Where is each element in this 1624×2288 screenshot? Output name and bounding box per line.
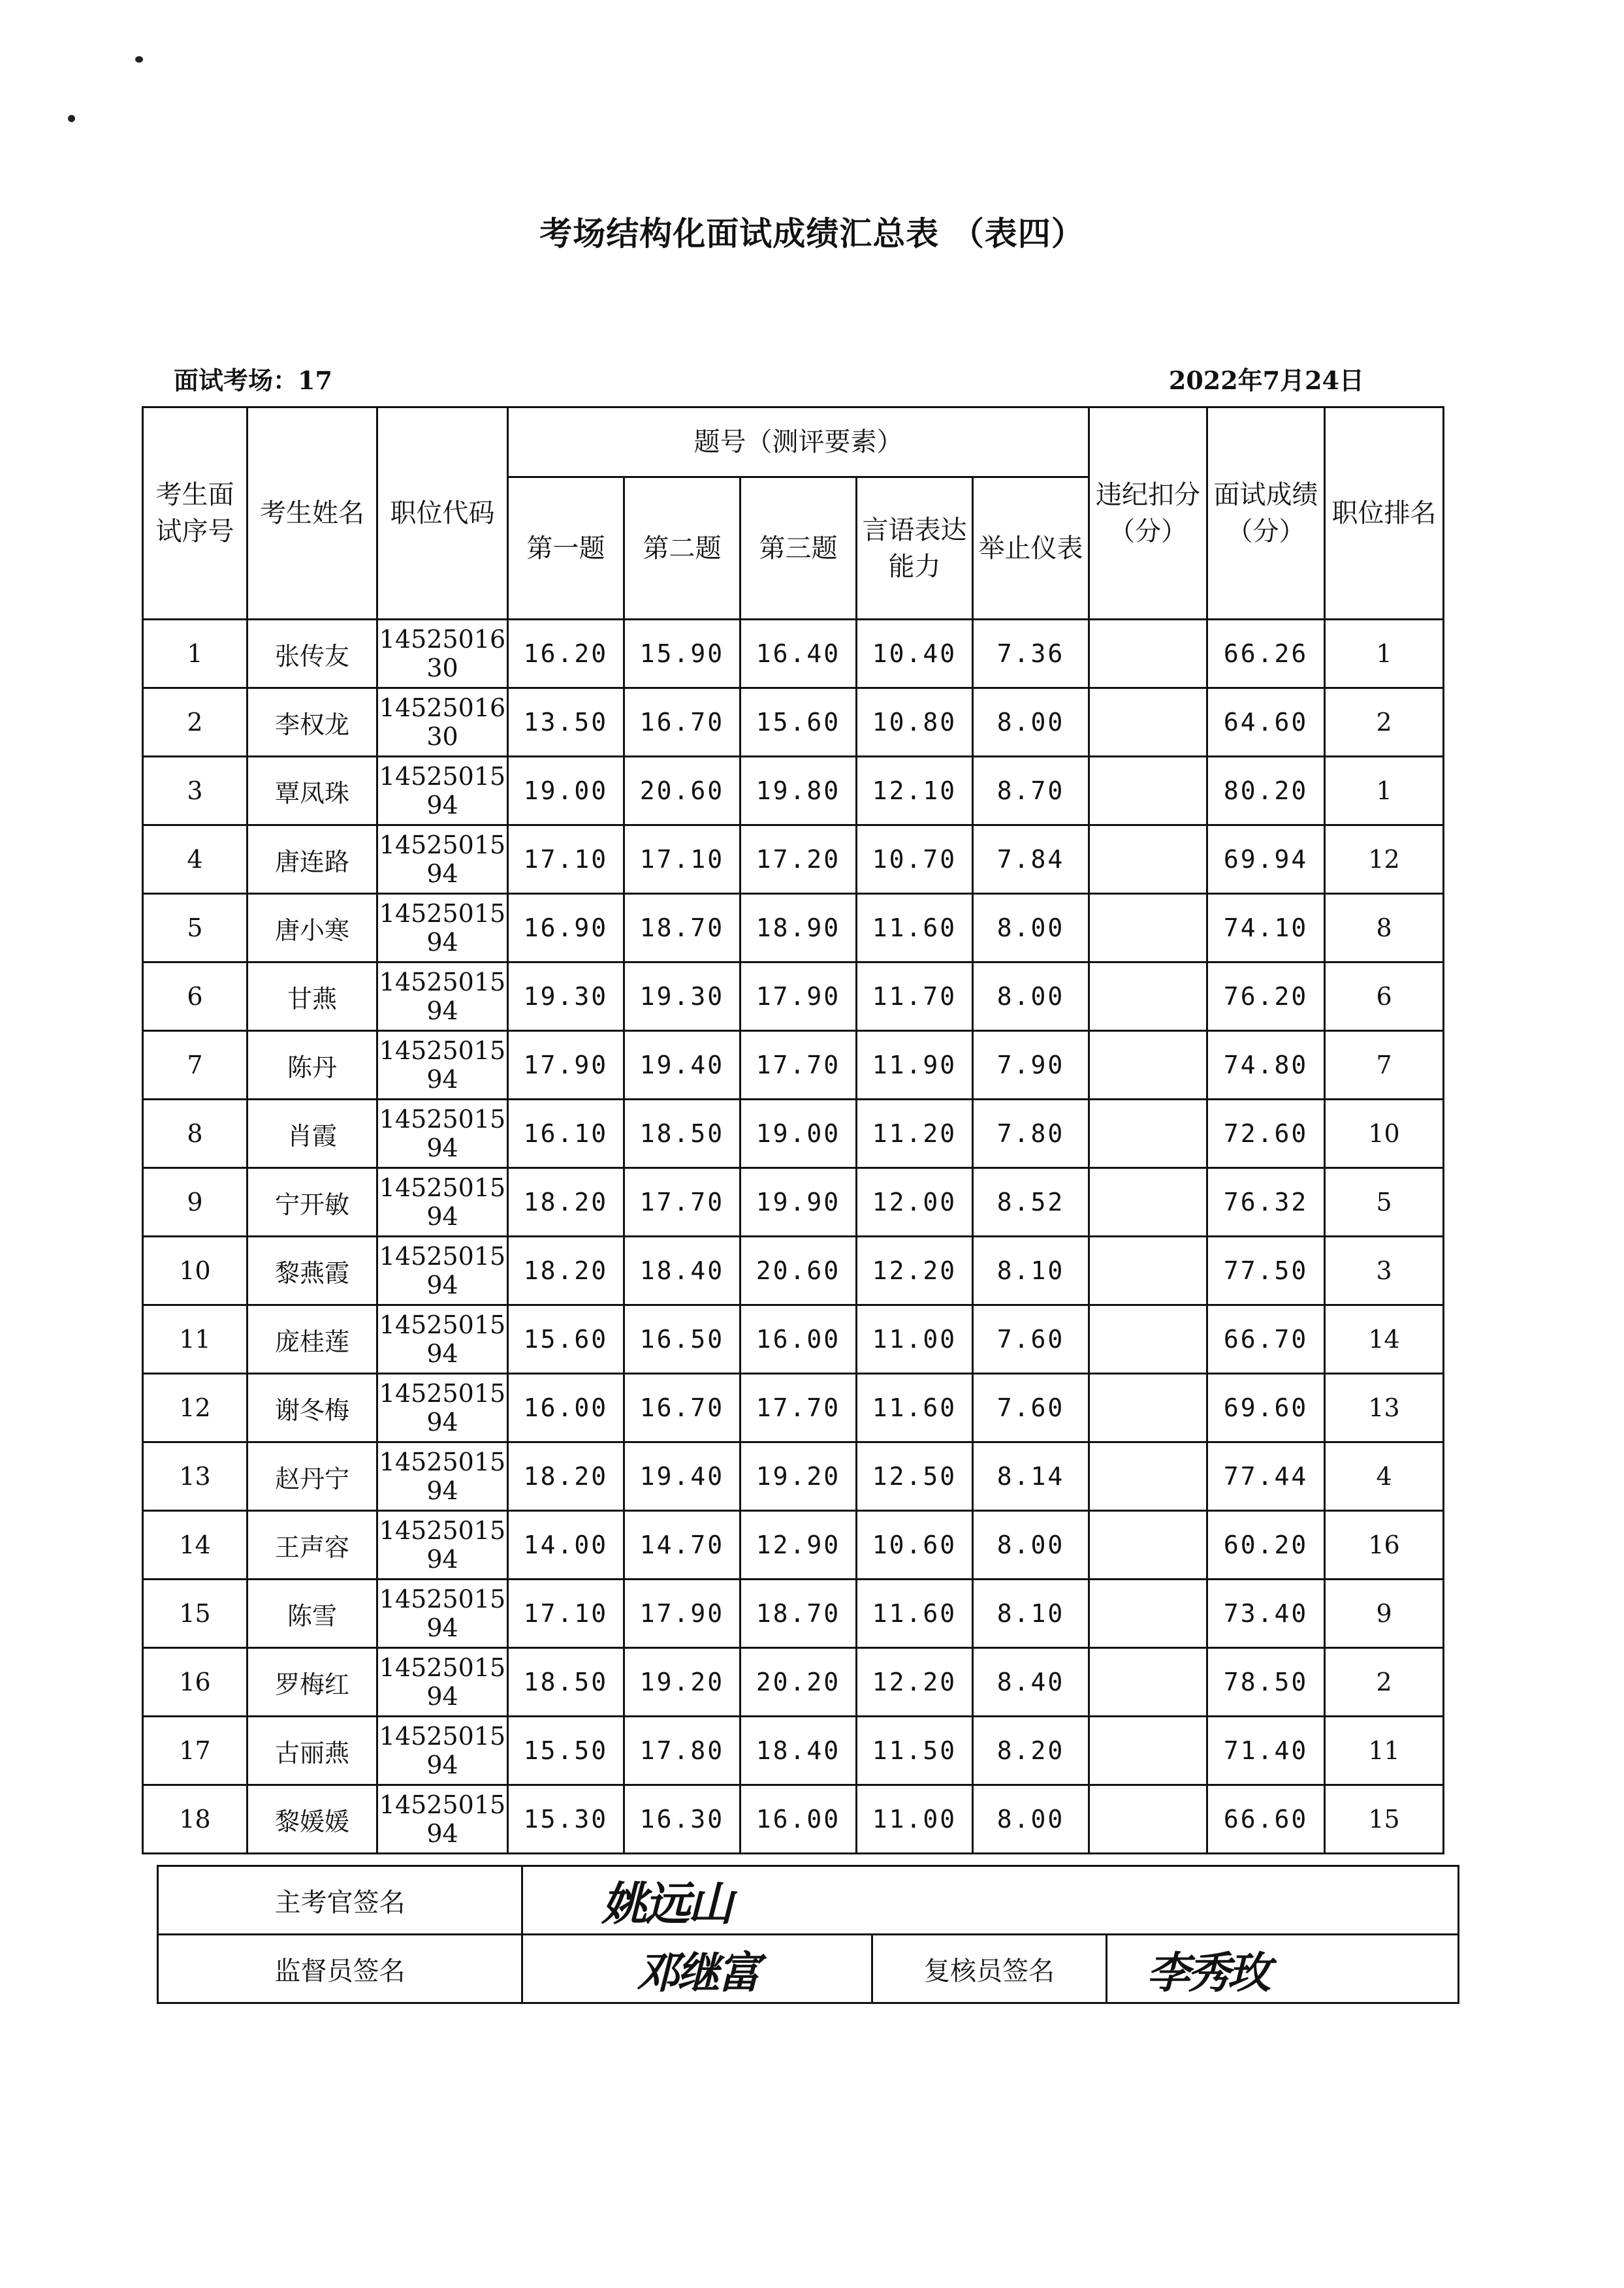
- cell-name: 王声容: [247, 1511, 377, 1580]
- cell-name: 陈丹: [247, 1031, 377, 1100]
- cell-seq: 8: [143, 1100, 247, 1168]
- cell-violation: [1089, 1374, 1207, 1442]
- cell-rank: 1: [1325, 757, 1444, 825]
- cell-manner: 8.00: [973, 1785, 1089, 1854]
- cell-speech: 11.90: [857, 1031, 973, 1100]
- cell-q2: 19.40: [624, 1442, 740, 1511]
- cell-seq: 5: [143, 894, 247, 962]
- cell-code: 14525015 94: [377, 1648, 508, 1717]
- cell-violation: [1089, 1168, 1207, 1237]
- cell-code: 14525015 94: [377, 1374, 508, 1442]
- table-row: [143, 1374, 1444, 1442]
- header-speech: 言语表达能力: [857, 477, 973, 620]
- cell-q2: 17.90: [624, 1580, 740, 1648]
- cell-q1: 16.00: [508, 1374, 624, 1442]
- cell-rank: 16: [1325, 1511, 1444, 1580]
- cell-violation: [1089, 962, 1207, 1031]
- cell-q1: 18.20: [508, 1237, 624, 1305]
- cell-q1: 13.50: [508, 688, 624, 757]
- cell-score: 69.60: [1207, 1374, 1325, 1442]
- cell-code: 14525015 94: [377, 1785, 508, 1854]
- cell-q2: 16.70: [624, 1374, 740, 1442]
- header-question-group: 题号（测评要素）: [508, 407, 1089, 477]
- cell-q2: 16.50: [624, 1305, 740, 1374]
- cell-score: 80.20: [1207, 757, 1325, 825]
- reviewer-signature-text: 李秀玫: [1147, 1947, 1268, 1998]
- cell-q1: 18.50: [508, 1648, 624, 1717]
- scan-speck: [68, 115, 75, 122]
- cell-name: 宁开敏: [247, 1168, 377, 1237]
- cell-score: 71.40: [1207, 1717, 1325, 1785]
- cell-seq: 7: [143, 1031, 247, 1100]
- cell-q3: 18.70: [740, 1580, 857, 1648]
- cell-score: 66.60: [1207, 1785, 1325, 1854]
- cell-manner: 7.36: [973, 620, 1089, 688]
- cell-seq: 18: [143, 1785, 247, 1854]
- cell-code: 14525015 94: [377, 894, 508, 962]
- cell-violation: [1089, 1580, 1207, 1648]
- header-manner: 举止仪表: [973, 477, 1089, 620]
- cell-name: 黎媛媛: [247, 1785, 377, 1854]
- cell-speech: 12.00: [857, 1168, 973, 1237]
- cell-q2: 18.50: [624, 1100, 740, 1168]
- score-table-body: [143, 620, 1444, 1854]
- cell-name: 古丽燕: [247, 1717, 377, 1785]
- cell-name: 罗梅红: [247, 1648, 377, 1717]
- cell-violation: [1089, 1305, 1207, 1374]
- cell-score: 74.10: [1207, 894, 1325, 962]
- cell-q1: 16.20: [508, 620, 624, 688]
- cell-name: 李权龙: [247, 688, 377, 757]
- reviewer-signature: [1107, 1935, 1459, 2003]
- cell-code: 14525015 94: [377, 825, 508, 894]
- cell-rank: 8: [1325, 894, 1444, 962]
- cell-q2: 17.80: [624, 1717, 740, 1785]
- table-row: [143, 1511, 1444, 1580]
- cell-seq: 10: [143, 1237, 247, 1305]
- cell-seq: 14: [143, 1511, 247, 1580]
- cell-rank: 10: [1325, 1100, 1444, 1168]
- cell-manner: 8.00: [973, 962, 1089, 1031]
- cell-seq: 2: [143, 688, 247, 757]
- cell-q1: 18.20: [508, 1168, 624, 1237]
- cell-q3: 17.20: [740, 825, 857, 894]
- cell-speech: 11.50: [857, 1717, 973, 1785]
- cell-score: 77.44: [1207, 1442, 1325, 1511]
- cell-score: 78.50: [1207, 1648, 1325, 1717]
- cell-code: 14525015 94: [377, 962, 508, 1031]
- exam-venue: 面试考场：17: [174, 366, 332, 395]
- cell-rank: 13: [1325, 1374, 1444, 1442]
- cell-name: 庞桂莲: [247, 1305, 377, 1374]
- cell-speech: 10.40: [857, 620, 973, 688]
- cell-violation: [1089, 1031, 1207, 1100]
- cell-violation: [1089, 1237, 1207, 1305]
- cell-violation: [1089, 1442, 1207, 1511]
- cell-name: 甘燕: [247, 962, 377, 1031]
- cell-speech: 11.60: [857, 1374, 973, 1442]
- cell-speech: 10.60: [857, 1511, 973, 1580]
- cell-score: 73.40: [1207, 1580, 1325, 1648]
- cell-manner: 8.52: [973, 1168, 1089, 1237]
- cell-manner: 8.00: [973, 894, 1089, 962]
- cell-manner: 8.20: [973, 1717, 1089, 1785]
- cell-speech: 11.60: [857, 894, 973, 962]
- cell-rank: 3: [1325, 1237, 1444, 1305]
- cell-q2: 18.40: [624, 1237, 740, 1305]
- cell-seq: 15: [143, 1580, 247, 1648]
- cell-rank: 11: [1325, 1717, 1444, 1785]
- cell-q3: 19.80: [740, 757, 857, 825]
- cell-manner: 8.10: [973, 1580, 1089, 1648]
- cell-q3: 19.90: [740, 1168, 857, 1237]
- cell-violation: [1089, 1511, 1207, 1580]
- supervisor-signature: [522, 1935, 872, 2003]
- document-title: 考场结构化面试成绩汇总表 （表四）: [539, 214, 1085, 253]
- cell-code: 14525015 94: [377, 1717, 508, 1785]
- cell-q1: 19.30: [508, 962, 624, 1031]
- cell-code: 14525015 94: [377, 1511, 508, 1580]
- cell-score: 60.20: [1207, 1511, 1325, 1580]
- cell-seq: 9: [143, 1168, 247, 1237]
- cell-speech: 12.50: [857, 1442, 973, 1511]
- cell-seq: 11: [143, 1305, 247, 1374]
- score-table: [142, 406, 1444, 1854]
- cell-speech: 11.00: [857, 1305, 973, 1374]
- cell-manner: 8.00: [973, 1511, 1089, 1580]
- cell-manner: 8.70: [973, 757, 1089, 825]
- cell-code: 14525015 94: [377, 1305, 508, 1374]
- cell-code: 14525015 94: [377, 1237, 508, 1305]
- cell-q3: 17.90: [740, 962, 857, 1031]
- header-rank: 职位排名: [1325, 407, 1444, 620]
- cell-q3: 16.00: [740, 1305, 857, 1374]
- cell-manner: 7.90: [973, 1031, 1089, 1100]
- cell-code: 14525015 94: [377, 1168, 508, 1237]
- cell-q3: 18.40: [740, 1717, 857, 1785]
- header-name: 考生姓名: [247, 407, 377, 620]
- cell-q1: 17.90: [508, 1031, 624, 1100]
- table-row: [143, 688, 1444, 757]
- supervisor-signature-text: 邓继富: [636, 1947, 758, 1998]
- cell-rank: 2: [1325, 1648, 1444, 1717]
- cell-q2: 14.70: [624, 1511, 740, 1580]
- cell-violation: [1089, 1717, 1207, 1785]
- cell-q3: 19.00: [740, 1100, 857, 1168]
- cell-q1: 18.20: [508, 1442, 624, 1511]
- cell-rank: 2: [1325, 688, 1444, 757]
- cell-q1: 16.90: [508, 894, 624, 962]
- cell-q1: 14.00: [508, 1511, 624, 1580]
- cell-seq: 1: [143, 620, 247, 688]
- cell-q1: 16.10: [508, 1100, 624, 1168]
- cell-q3: 17.70: [740, 1374, 857, 1442]
- cell-manner: 7.80: [973, 1100, 1089, 1168]
- cell-speech: 11.60: [857, 1580, 973, 1648]
- cell-seq: 13: [143, 1442, 247, 1511]
- cell-q1: 15.50: [508, 1717, 624, 1785]
- cell-violation: [1089, 1648, 1207, 1717]
- cell-code: 14525015 94: [377, 1442, 508, 1511]
- cell-rank: 4: [1325, 1442, 1444, 1511]
- cell-code: 14525016 30: [377, 620, 508, 688]
- cell-seq: 6: [143, 962, 247, 1031]
- cell-speech: 12.10: [857, 757, 973, 825]
- cell-q3: 19.20: [740, 1442, 857, 1511]
- table-row: [143, 620, 1444, 688]
- table-row: [143, 757, 1444, 825]
- cell-violation: [1089, 1785, 1207, 1854]
- cell-speech: 10.80: [857, 688, 973, 757]
- table-row: [143, 825, 1444, 894]
- cell-q2: 18.70: [624, 894, 740, 962]
- cell-score: 77.50: [1207, 1237, 1325, 1305]
- cell-seq: 16: [143, 1648, 247, 1717]
- cell-violation: [1089, 894, 1207, 962]
- cell-score: 66.26: [1207, 620, 1325, 688]
- cell-code: 14525015 94: [377, 1580, 508, 1648]
- cell-violation: [1089, 1100, 1207, 1168]
- cell-seq: 17: [143, 1717, 247, 1785]
- cell-q3: 17.70: [740, 1031, 857, 1100]
- cell-name: 赵丹宁: [247, 1442, 377, 1511]
- cell-violation: [1089, 688, 1207, 757]
- cell-code: 14525015 94: [377, 1100, 508, 1168]
- cell-score: 72.60: [1207, 1100, 1325, 1168]
- cell-manner: 8.10: [973, 1237, 1089, 1305]
- cell-name: 谢冬梅: [247, 1374, 377, 1442]
- exam-date: 2022年7月24日: [1168, 366, 1364, 395]
- cell-q3: 16.00: [740, 1785, 857, 1854]
- table-row: [143, 894, 1444, 962]
- cell-q1: 15.60: [508, 1305, 624, 1374]
- cell-q2: 15.90: [624, 620, 740, 688]
- header-code: 职位代码: [377, 407, 508, 620]
- scan-speck: [135, 56, 143, 63]
- cell-speech: 11.20: [857, 1100, 973, 1168]
- table-row: [143, 1580, 1444, 1648]
- cell-violation: [1089, 757, 1207, 825]
- cell-q1: 17.10: [508, 1580, 624, 1648]
- cell-q2: 19.30: [624, 962, 740, 1031]
- header-q3: 第三题: [740, 477, 857, 620]
- cell-code: 14525016 30: [377, 688, 508, 757]
- cell-score: 64.60: [1207, 688, 1325, 757]
- chief-signature-text: 姚远山: [601, 1877, 731, 1931]
- cell-q3: 12.90: [740, 1511, 857, 1580]
- cell-rank: 6: [1325, 962, 1444, 1031]
- cell-rank: 7: [1325, 1031, 1444, 1100]
- cell-q3: 20.20: [740, 1648, 857, 1717]
- cell-score: 69.94: [1207, 825, 1325, 894]
- table-row: [143, 1168, 1444, 1237]
- table-row: [143, 962, 1444, 1031]
- header-score: 面试成绩（分）: [1207, 407, 1325, 620]
- cell-seq: 12: [143, 1374, 247, 1442]
- cell-violation: [1089, 620, 1207, 688]
- cell-q2: 19.40: [624, 1031, 740, 1100]
- cell-rank: 5: [1325, 1168, 1444, 1237]
- cell-q1: 19.00: [508, 757, 624, 825]
- cell-rank: 15: [1325, 1785, 1444, 1854]
- cell-manner: 7.84: [973, 825, 1089, 894]
- table-row: [143, 1237, 1444, 1305]
- cell-q2: 20.60: [624, 757, 740, 825]
- table-row: [143, 1717, 1444, 1785]
- cell-speech: 12.20: [857, 1648, 973, 1717]
- cell-manner: 7.60: [973, 1305, 1089, 1374]
- cell-score: 76.32: [1207, 1168, 1325, 1237]
- cell-q3: 15.60: [740, 688, 857, 757]
- chief-examiner-label: 主考官签名: [158, 1866, 522, 1935]
- cell-speech: 11.70: [857, 962, 973, 1031]
- cell-name: 唐连路: [247, 825, 377, 894]
- cell-rank: 1: [1325, 620, 1444, 688]
- cell-score: 66.70: [1207, 1305, 1325, 1374]
- table-row: [143, 1100, 1444, 1168]
- cell-name: 张传友: [247, 620, 377, 688]
- cell-name: 覃凤珠: [247, 757, 377, 825]
- header-q2: 第二题: [624, 477, 740, 620]
- cell-rank: 12: [1325, 825, 1444, 894]
- table-row: [143, 1031, 1444, 1100]
- cell-speech: 10.70: [857, 825, 973, 894]
- cell-q2: 19.20: [624, 1648, 740, 1717]
- cell-q2: 17.70: [624, 1168, 740, 1237]
- cell-name: 黎燕霞: [247, 1237, 377, 1305]
- cell-q2: 17.10: [624, 825, 740, 894]
- cell-name: 陈雪: [247, 1580, 377, 1648]
- header-seq: 考生面试序号: [143, 407, 247, 620]
- table-row: [143, 1648, 1444, 1717]
- cell-q2: 16.70: [624, 688, 740, 757]
- cell-speech: 12.20: [857, 1237, 973, 1305]
- reviewer-label: 复核员签名: [872, 1935, 1107, 2003]
- header-q1: 第一题: [508, 477, 624, 620]
- cell-manner: 8.40: [973, 1648, 1089, 1717]
- cell-manner: 8.00: [973, 688, 1089, 757]
- cell-score: 76.20: [1207, 962, 1325, 1031]
- cell-name: 唐小寒: [247, 894, 377, 962]
- header-violation: 违纪扣分（分）: [1089, 407, 1207, 620]
- table-row: [143, 1785, 1444, 1854]
- cell-q3: 20.60: [740, 1237, 857, 1305]
- cell-rank: 14: [1325, 1305, 1444, 1374]
- signature-table: [157, 1865, 1459, 2004]
- chief-examiner-signature: [522, 1866, 1459, 1935]
- cell-q2: 16.30: [624, 1785, 740, 1854]
- cell-score: 74.80: [1207, 1031, 1325, 1100]
- supervisor-label: 监督员签名: [158, 1935, 522, 2003]
- cell-q3: 18.90: [740, 894, 857, 962]
- cell-rank: 9: [1325, 1580, 1444, 1648]
- cell-code: 14525015 94: [377, 757, 508, 825]
- cell-violation: [1089, 825, 1207, 894]
- table-row: [143, 1442, 1444, 1511]
- cell-seq: 3: [143, 757, 247, 825]
- cell-manner: 7.60: [973, 1374, 1089, 1442]
- table-row: [143, 1305, 1444, 1374]
- cell-manner: 8.14: [973, 1442, 1089, 1511]
- cell-q1: 15.30: [508, 1785, 624, 1854]
- cell-seq: 4: [143, 825, 247, 894]
- cell-name: 肖霞: [247, 1100, 377, 1168]
- cell-code: 14525015 94: [377, 1031, 508, 1100]
- cell-q3: 16.40: [740, 620, 857, 688]
- cell-speech: 11.00: [857, 1785, 973, 1854]
- cell-q1: 17.10: [508, 825, 624, 894]
